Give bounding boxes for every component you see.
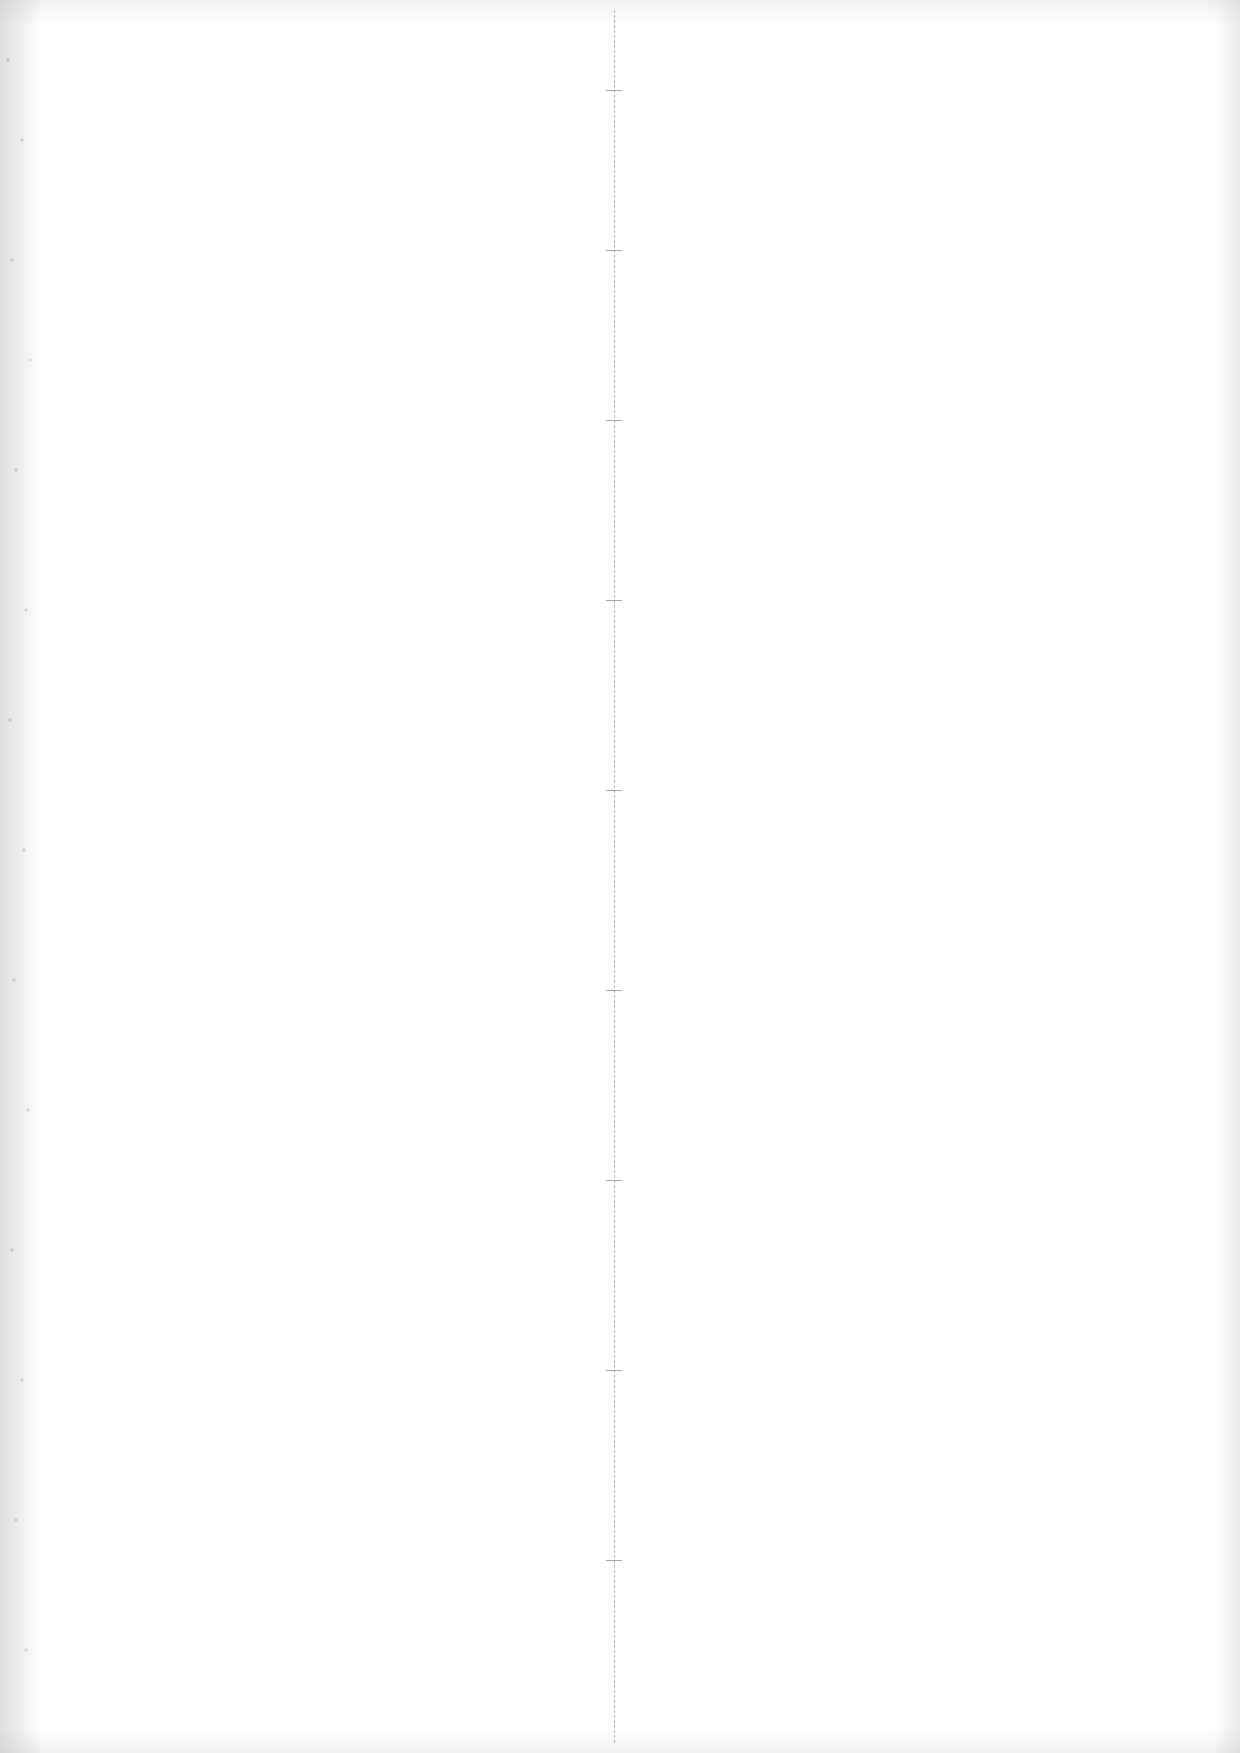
fold-tick (606, 1560, 622, 1561)
center-fold-line (614, 10, 615, 1743)
fold-tick (606, 600, 622, 601)
org-line-3 (912, 0, 932, 130)
city-line (952, 0, 972, 130)
scan-edge-noise (0, 0, 52, 1753)
fold-tick (606, 1370, 622, 1371)
fold-tick (606, 1180, 622, 1181)
country-line (582, 0, 605, 130)
diploma-left-page (560, 0, 1080, 130)
attestation-line (1186, 0, 1208, 120)
diploma-subtitle-line-2 (1152, 0, 1183, 130)
fold-tick (606, 420, 622, 421)
diploma-title (1000, 0, 1100, 130)
fold-tick (606, 250, 622, 251)
fold-tick (606, 990, 622, 991)
diploma-subtitle-line-1 (1116, 0, 1147, 130)
org-line-2 (886, 0, 906, 130)
fold-tick (606, 790, 622, 791)
org-line-1 (860, 0, 880, 130)
